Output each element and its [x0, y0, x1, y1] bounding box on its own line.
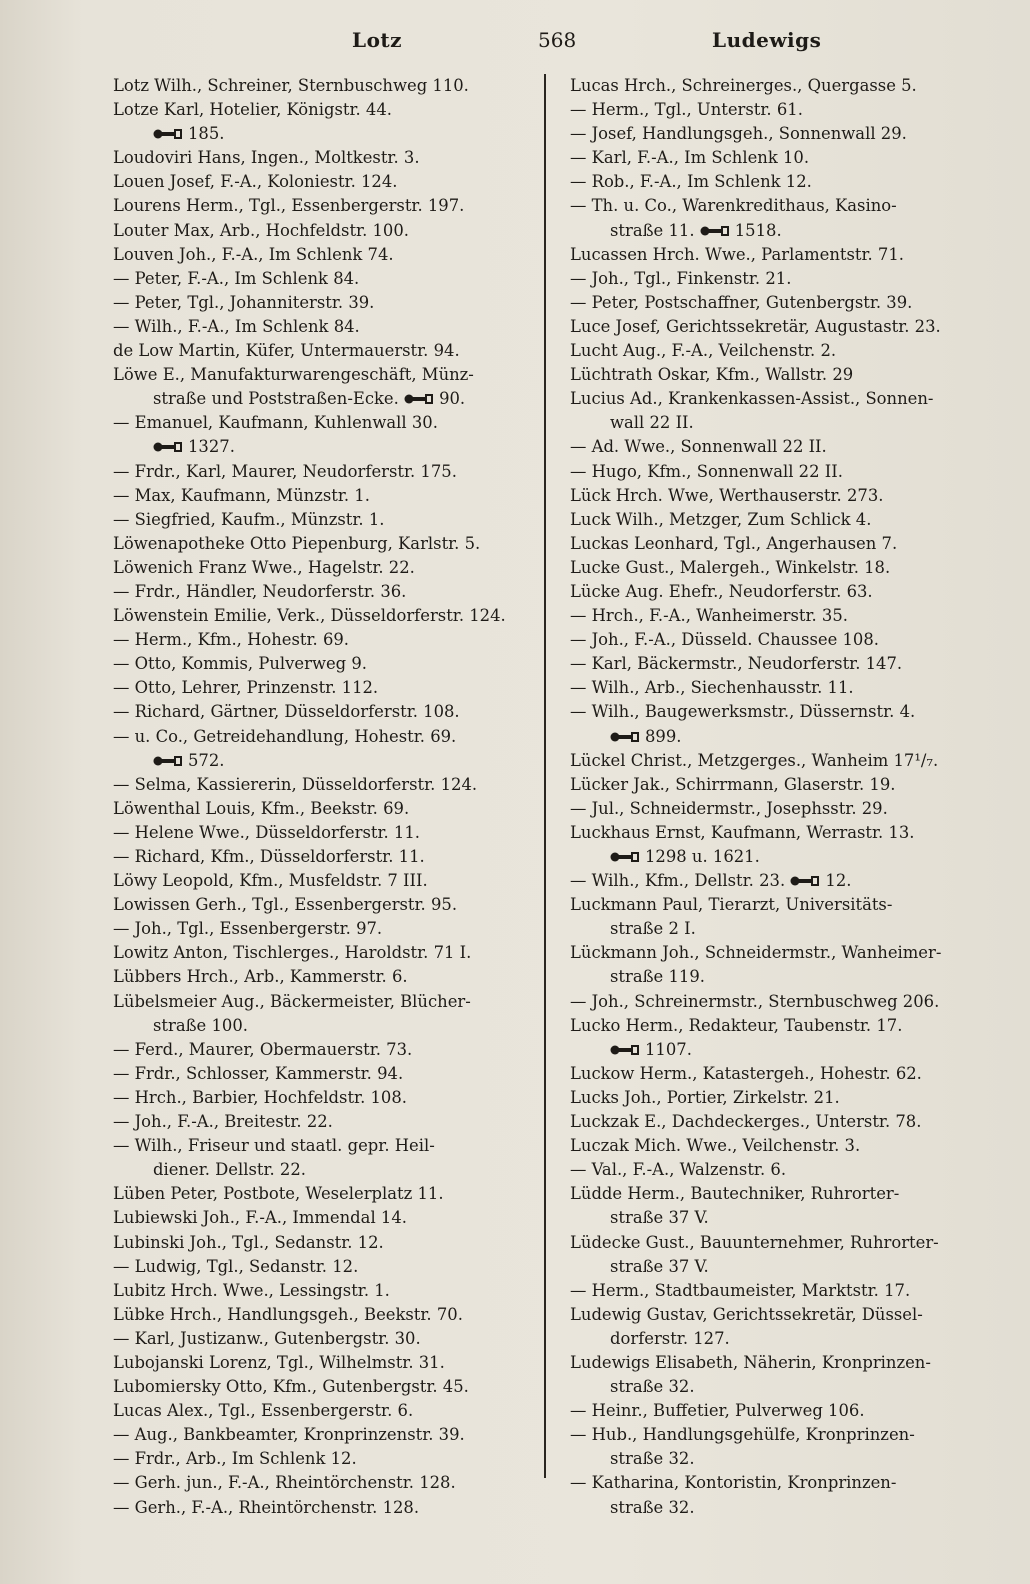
directory-entry-line	[113, 170, 531, 194]
entry-text: Lückel Christ., Metzgerges., Wanheim 17¹/₇.	[570, 750, 939, 770]
directory-entry-line	[570, 315, 990, 339]
directory-entry-line	[570, 267, 990, 291]
entry-text: straße 119.	[610, 967, 705, 987]
directory-entry-line	[570, 821, 990, 845]
entry-text: Lucko Herm., Redakteur, Taubenstr. 17.	[570, 1015, 903, 1035]
entry-text: — Herm., Kfm., Hohestr. 69.	[113, 630, 350, 650]
directory-entry-line	[113, 1086, 531, 1110]
entry-text: Lübke Hrch., Handlungsgeh., Beekstr. 70.	[113, 1304, 463, 1324]
directory-entry-line	[570, 387, 990, 411]
entry-text: 572.	[188, 750, 225, 770]
entry-text: Luce Josef, Gerichtssekretär, Augustastr. 23.	[570, 316, 941, 336]
directory-entry-line	[113, 1231, 531, 1255]
directory-entry-line	[570, 194, 990, 218]
entry-text: — Karl, F.-A., Im Schlenk 10.	[570, 148, 810, 168]
entry-text: Lotz Wilh., Schreiner, Sternbuschweg 110.	[113, 76, 469, 95]
entry-text: 1298 u. 1621.	[645, 847, 760, 866]
directory-entry-line	[113, 1038, 531, 1062]
entry-text: Lubinski Joh., Tgl., Sedanstr. 12.	[113, 1232, 384, 1252]
entry-text: — Peter, Postschaffner, Gutenbergstr. 39.	[570, 292, 913, 312]
entry-text: Lüben Peter, Postbote, Weselerplatz 11.	[113, 1184, 444, 1204]
entry-text: — Richard, Gärtner, Düsseldorferstr. 108.	[113, 702, 460, 722]
entry-text: Löwe E., Manufakturwarengeschäft, Münz-	[113, 365, 474, 385]
directory-entry-line	[113, 1471, 531, 1495]
directory-entry-line	[113, 146, 531, 170]
entry-text: — Wilh., Friseur und staatl. gepr. Heil-	[113, 1136, 435, 1156]
directory-entry-line	[570, 1423, 990, 1447]
entry-text: — Wilh., Arb., Siechenhausstr. 11.	[570, 678, 854, 698]
telephone-icon	[610, 1042, 640, 1058]
entry-text: Luckhaus Ernst, Kaufmann, Werrastr. 13.	[570, 822, 915, 842]
right-column	[570, 74, 990, 1520]
entry-text: Löwenthal Louis, Kfm., Beekstr. 69.	[113, 798, 410, 818]
directory-entry-line	[570, 725, 990, 749]
directory-entry-line	[570, 965, 990, 989]
directory-entry-line	[113, 797, 531, 821]
directory-entry-line	[570, 1038, 990, 1062]
entry-text: — Joh., Tgl., Essenbergerstr. 97.	[113, 919, 383, 939]
directory-entry-line	[570, 1231, 990, 1255]
entry-text: dorferstr. 127.	[610, 1328, 730, 1348]
column-divider	[544, 74, 546, 1478]
directory-entry-line	[570, 363, 990, 387]
entry-text: straße und Poststraßen-Ecke.	[153, 389, 399, 409]
directory-entry-line	[570, 170, 990, 194]
entry-text: — Frdr., Händler, Neudorferstr. 36.	[113, 581, 407, 601]
entry-text: — u. Co., Getreidehandlung, Hohestr. 69.	[113, 726, 457, 746]
directory-entry-line	[570, 628, 990, 652]
entry-text: Luck Wilh., Metzger, Zum Schlick 4.	[570, 509, 872, 529]
directory-entry-line	[113, 869, 531, 893]
directory-entry-line	[113, 1496, 531, 1520]
directory-entry-line	[570, 1447, 990, 1471]
directory-entry-line	[113, 1423, 531, 1447]
directory-entry-line	[570, 411, 990, 435]
directory-entry-line	[113, 387, 531, 411]
entry-text: straße 100.	[153, 1015, 248, 1035]
directory-entry-line	[570, 1303, 990, 1327]
entry-text: Louen Josef, F.-A., Koloniestr. 124.	[113, 172, 398, 192]
entry-text: — Rob., F.-A., Im Schlenk 12.	[570, 172, 812, 192]
entry-text: — Emanuel, Kaufmann, Kuhlenwall 30.	[113, 413, 438, 433]
entry-text: Lüchtrath Oskar, Kfm., Wallstr. 29	[570, 365, 854, 385]
directory-entry-line	[570, 146, 990, 170]
directory-entry-line	[570, 797, 990, 821]
entry-text: — Wilh., Baugewerksmstr., Düssernstr. 4.	[570, 702, 916, 722]
directory-entry-line	[113, 243, 531, 267]
entry-text: — Ferd., Maurer, Obermauerstr. 73.	[113, 1039, 413, 1059]
entry-text: 1107.	[645, 1039, 692, 1059]
entry-text: Lücker Jak., Schirrmann, Glaserstr. 19.	[570, 774, 896, 794]
entry-text: — Max, Kaufmann, Münzstr. 1.	[113, 485, 370, 505]
entry-text: — Frdr., Karl, Maurer, Neudorferstr. 175.	[113, 461, 457, 481]
entry-text: Lucassen Hrch. Wwe., Parlamentstr. 71.	[570, 244, 904, 264]
entry-text: wall 22 II.	[610, 413, 694, 433]
directory-entry-line	[113, 1279, 531, 1303]
entry-text: straße 2 I.	[610, 919, 696, 939]
directory-entry-line	[570, 676, 990, 700]
entry-text: — Th. u. Co., Warenkredithaus, Kasino-	[570, 196, 897, 216]
entry-text: Luckas Leonhard, Tgl., Angerhausen 7.	[570, 533, 898, 553]
entry-text: Louter Max, Arb., Hochfeldstr. 100.	[113, 220, 409, 240]
entry-text: Lübbers Hrch., Arb., Kammerstr. 6.	[113, 967, 408, 987]
entry-text: Löwenapotheke Otto Piepenburg, Karlstr. 5.	[113, 533, 481, 553]
entry-text: Lucht Aug., F.-A., Veilchenstr. 2.	[570, 341, 837, 361]
entry-text: Löwenstein Emilie, Verk., Düsseldorferstr. 124.	[113, 606, 506, 626]
entry-text: — Joh., Tgl., Finkenstr. 21.	[570, 268, 792, 288]
directory-entry-line	[570, 74, 990, 98]
directory-entry-line	[113, 98, 531, 122]
directory-entry-line	[113, 893, 531, 917]
directory-entry-line	[113, 1327, 531, 1351]
directory-entry-line	[113, 941, 531, 965]
directory-entry-line	[113, 965, 531, 989]
entry-text: — Karl, Bäckermstr., Neudorferstr. 147.	[570, 654, 903, 674]
directory-entry-line	[570, 98, 990, 122]
directory-entry-line	[113, 267, 531, 291]
entry-text: — Herm., Tgl., Unterstr. 61.	[570, 100, 803, 120]
directory-entry-line	[113, 628, 531, 652]
entry-text: — Siegfried, Kaufm., Münzstr. 1.	[113, 509, 385, 529]
entry-text: Lubomiersky Otto, Kfm., Gutenbergstr. 45.	[113, 1377, 469, 1397]
directory-entry-line	[570, 941, 990, 965]
directory-entry-line	[570, 1014, 990, 1038]
entry-text: Lourens Herm., Tgl., Essenbergerstr. 197.	[113, 196, 465, 216]
directory-entry-line	[113, 700, 531, 724]
directory-entry-line	[113, 604, 531, 628]
entry-text: 1327.	[188, 437, 235, 457]
entry-text: Ludewigs Elisabeth, Näherin, Kronprinzen-	[570, 1352, 931, 1372]
directory-entry-line	[113, 219, 531, 243]
entry-text: Lückmann Joh., Schneidermstr., Wanheimer-	[570, 943, 942, 963]
entry-text: — Wilh., F.-A., Im Schlenk 84.	[113, 316, 360, 336]
directory-entry-line	[113, 1182, 531, 1206]
directory-entry-line	[570, 1206, 990, 1230]
directory-entry-line	[113, 1351, 531, 1375]
phone-number: 1518.	[734, 220, 782, 240]
directory-entry-line	[570, 700, 990, 724]
directory-entry-line	[570, 1496, 990, 1520]
entry-text: — Josef, Handlungsgeh., Sonnenwall 29.	[570, 124, 907, 144]
directory-entry-line	[570, 1327, 990, 1351]
header-right-keyword: Ludewigs	[712, 28, 822, 52]
directory-entry-line	[113, 532, 531, 556]
entry-text: — Joh., F.-A., Breitestr. 22.	[113, 1112, 333, 1132]
directory-entry-line	[570, 1134, 990, 1158]
directory-entry-line	[113, 1303, 531, 1327]
directory-entry-line	[570, 243, 990, 267]
directory-entry-line	[570, 460, 990, 484]
directory-entry-line	[570, 1158, 990, 1182]
entry-text: — Richard, Kfm., Düsseldorferstr. 11.	[113, 847, 425, 866]
directory-entry-line	[113, 74, 531, 98]
directory-entry-line	[113, 1447, 531, 1471]
directory-entry-line	[570, 893, 990, 917]
telephone-icon	[700, 223, 730, 239]
directory-entry-line	[570, 435, 990, 459]
directory-entry-line	[570, 1086, 990, 1110]
telephone-icon	[610, 849, 640, 865]
directory-entry-line	[570, 1375, 990, 1399]
entry-text: straße 32.	[610, 1377, 695, 1397]
entry-text: straße 32.	[610, 1497, 695, 1517]
entry-text: Lüdde Herm., Bautechniker, Ruhrorter-	[570, 1184, 900, 1204]
directory-entry-line	[570, 1255, 990, 1279]
entry-text: — Peter, Tgl., Johanniterstr. 39.	[113, 292, 375, 312]
directory-entry-line	[113, 1062, 531, 1086]
entry-text: — Jul., Schneidermstr., Josephsstr. 29.	[570, 798, 888, 818]
directory-entry-line	[113, 508, 531, 532]
directory-entry-line	[113, 1399, 531, 1423]
directory-entry-line	[113, 725, 531, 749]
directory-entry-line	[113, 460, 531, 484]
entry-text: Lubojanski Lorenz, Tgl., Wilhelmstr. 31.	[113, 1352, 445, 1372]
directory-entry-line	[113, 749, 531, 773]
entry-text: diener. Dellstr. 22.	[153, 1160, 306, 1180]
directory-entry-line	[570, 580, 990, 604]
telephone-icon	[153, 753, 183, 769]
entry-text: Luckow Herm., Katastergeh., Hohestr. 62.	[570, 1063, 922, 1083]
telephone-icon	[790, 873, 820, 889]
entry-text: Lück Hrch. Wwe, Werthauserstr. 273.	[570, 485, 884, 505]
entry-text: — Frdr., Arb., Im Schlenk 12.	[113, 1449, 357, 1469]
entry-text: straße 37 V.	[610, 1208, 709, 1228]
directory-entry-line	[570, 990, 990, 1014]
entry-text: Lowitz Anton, Tischlerges., Haroldstr. 71 I.	[113, 943, 472, 963]
directory-entry-line	[570, 773, 990, 797]
entry-text: — Otto, Kommis, Pulverweg 9.	[113, 654, 368, 674]
directory-entry-line	[570, 1399, 990, 1423]
entry-text: Lubitz Hrch. Wwe., Lessingstr. 1.	[113, 1280, 390, 1300]
directory-entry-line	[113, 1158, 531, 1182]
entry-text: Luckzak E., Dachdeckerges., Unterstr. 78.	[570, 1112, 922, 1132]
entry-text: Lotze Karl, Hotelier, Königstr. 44.	[113, 100, 392, 120]
directory-entry-line	[113, 1255, 531, 1279]
directory-entry-line	[570, 604, 990, 628]
entry-text: — Heinr., Buffetier, Pulverweg 106.	[570, 1401, 865, 1421]
entry-text: 185.	[188, 124, 225, 144]
directory-entry-line	[113, 484, 531, 508]
entry-text: — Herm., Stadtbaumeister, Marktstr. 17.	[570, 1280, 911, 1300]
entry-text: — Selma, Kassiererin, Düsseldorferstr. 124.	[113, 774, 478, 794]
entry-text: Löwy Leopold, Kfm., Musfeldstr. 7 III.	[113, 871, 428, 891]
directory-entry-line	[570, 532, 990, 556]
entry-text: Lübelsmeier Aug., Bäckermeister, Blücher-	[113, 991, 471, 1011]
entry-text: — Joh., F.-A., Düsseld. Chaussee 108.	[570, 630, 879, 650]
directory-entry-line	[570, 219, 990, 243]
entry-text: — Otto, Lehrer, Prinzenstr. 112.	[113, 678, 379, 698]
phone-number: 12.	[825, 871, 852, 891]
entry-text: Lowissen Gerh., Tgl., Essenbergerstr. 95.	[113, 895, 458, 915]
entry-text: Luczak Mich. Wwe., Veilchenstr. 3.	[570, 1136, 861, 1156]
entry-text: straße 37 V.	[610, 1256, 709, 1276]
entry-text: — Hub., Handlungsgehülfe, Kronprinzen-	[570, 1425, 915, 1445]
directory-entry-line	[570, 1062, 990, 1086]
entry-text: Louven Joh., F.-A., Im Schlenk 74.	[113, 244, 394, 264]
directory-entry-line	[113, 1110, 531, 1134]
entry-text: Loudoviri Hans, Ingen., Moltkestr. 3.	[113, 148, 420, 168]
directory-entry-line	[570, 484, 990, 508]
entry-text: — Helene Wwe., Düsseldorferstr. 11.	[113, 822, 420, 842]
directory-entry-line	[113, 773, 531, 797]
entry-text: — Katharina, Kontoristin, Kronprinzen-	[570, 1473, 897, 1493]
phone-number: 90.	[439, 389, 466, 409]
directory-entry-line	[113, 676, 531, 700]
directory-entry-line	[570, 1279, 990, 1303]
telephone-icon	[610, 729, 640, 745]
entry-text: — Hugo, Kfm., Sonnenwall 22 II.	[570, 461, 843, 481]
entry-text: Löwenich Franz Wwe., Hagelstr. 22.	[113, 557, 415, 577]
telephone-icon	[404, 391, 434, 407]
directory-entry-line	[113, 435, 531, 459]
directory-entry-line	[570, 652, 990, 676]
directory-entry-line	[570, 339, 990, 363]
entry-text: — Frdr., Schlosser, Kammerstr. 94.	[113, 1063, 404, 1083]
directory-entry-line	[113, 580, 531, 604]
entry-text: — Joh., Schreinermstr., Sternbuschweg 206.	[570, 991, 940, 1011]
telephone-icon	[153, 126, 183, 142]
directory-entry-line	[570, 917, 990, 941]
entry-text: — Wilh., Kfm., Dellstr. 23.	[570, 871, 786, 891]
entry-text: — Ludwig, Tgl., Sedanstr. 12.	[113, 1256, 359, 1276]
header-left-keyword: Lotz	[352, 28, 402, 52]
directory-entry-line	[570, 845, 990, 869]
directory-entry-line	[570, 122, 990, 146]
entry-text: Lucke Gust., Malergeh., Winkelstr. 18.	[570, 557, 891, 577]
entry-text: — Gerh. jun., F.-A., Rheintörchenstr. 128.	[113, 1473, 456, 1493]
entry-text: — Hrch., Barbier, Hochfeldstr. 108.	[113, 1087, 407, 1107]
entry-text: Lücke Aug. Ehefr., Neudorferstr. 63.	[570, 581, 873, 601]
entry-text: Lubiewski Joh., F.-A., Immendal 14.	[113, 1208, 407, 1228]
directory-entry-line	[113, 291, 531, 315]
directory-entry-line	[113, 652, 531, 676]
entry-text: — Val., F.-A., Walzenstr. 6.	[570, 1160, 787, 1180]
directory-entry-line	[113, 1375, 531, 1399]
entry-text: Lucas Hrch., Schreinerges., Quergasse 5.	[570, 76, 917, 95]
directory-entry-line	[570, 1471, 990, 1495]
entry-text: straße 32.	[610, 1449, 695, 1469]
entry-text: Lüdecke Gust., Bauunternehmer, Ruhrorter-	[570, 1232, 939, 1252]
entry-text: Lucks Joh., Portier, Zirkelstr. 21.	[570, 1087, 840, 1107]
directory-entry-line	[570, 1351, 990, 1375]
entry-text: Luckmann Paul, Tierarzt, Universitäts-	[570, 895, 893, 915]
directory-entry-line	[113, 1134, 531, 1158]
directory-entry-line	[113, 194, 531, 218]
entry-text: — Ad. Wwe., Sonnenwall 22 II.	[570, 437, 827, 457]
directory-entry-line	[113, 990, 531, 1014]
directory-entry-line	[113, 339, 531, 363]
entry-text: Lucas Alex., Tgl., Essenbergerstr. 6.	[113, 1401, 414, 1421]
directory-entry-line	[570, 869, 990, 893]
directory-entry-line	[570, 508, 990, 532]
entry-text: — Karl, Justizanw., Gutenbergstr. 30.	[113, 1328, 421, 1348]
entry-text: de Low Martin, Küfer, Untermauerstr. 94.	[113, 341, 460, 361]
directory-entry-line	[570, 556, 990, 580]
directory-entry-line	[113, 845, 531, 869]
directory-entry-line	[113, 315, 531, 339]
telephone-icon	[153, 439, 183, 455]
directory-entry-line	[113, 1014, 531, 1038]
entry-text: — Hrch., F.-A., Wanheimerstr. 35.	[570, 606, 848, 626]
directory-entry-line	[113, 1206, 531, 1230]
entry-text: — Peter, F.-A., Im Schlenk 84.	[113, 268, 360, 288]
directory-entry-line	[113, 363, 531, 387]
entry-text: — Aug., Bankbeamter, Kronprinzenstr. 39.	[113, 1425, 465, 1445]
directory-entry-line	[570, 749, 990, 773]
entry-text: 899.	[645, 726, 682, 746]
directory-entry-line	[113, 556, 531, 580]
entry-text: straße 11.	[610, 220, 695, 240]
directory-entry-line	[570, 1110, 990, 1134]
page-header	[0, 28, 1030, 58]
page-number: 568	[538, 28, 577, 52]
directory-entry-line	[113, 821, 531, 845]
entry-text: Ludewig Gustav, Gerichtssekretär, Düssel-	[570, 1304, 923, 1324]
directory-entry-line	[570, 1182, 990, 1206]
left-column	[113, 74, 531, 1520]
directory-entry-line	[113, 917, 531, 941]
directory-entry-line	[113, 411, 531, 435]
directory-entry-line	[113, 122, 531, 146]
entry-text: Lucius Ad., Krankenkassen-Assist., Sonnen-	[570, 389, 934, 409]
directory-entry-line	[570, 291, 990, 315]
entry-text: — Gerh., F.-A., Rheintörchenstr. 128.	[113, 1497, 420, 1517]
